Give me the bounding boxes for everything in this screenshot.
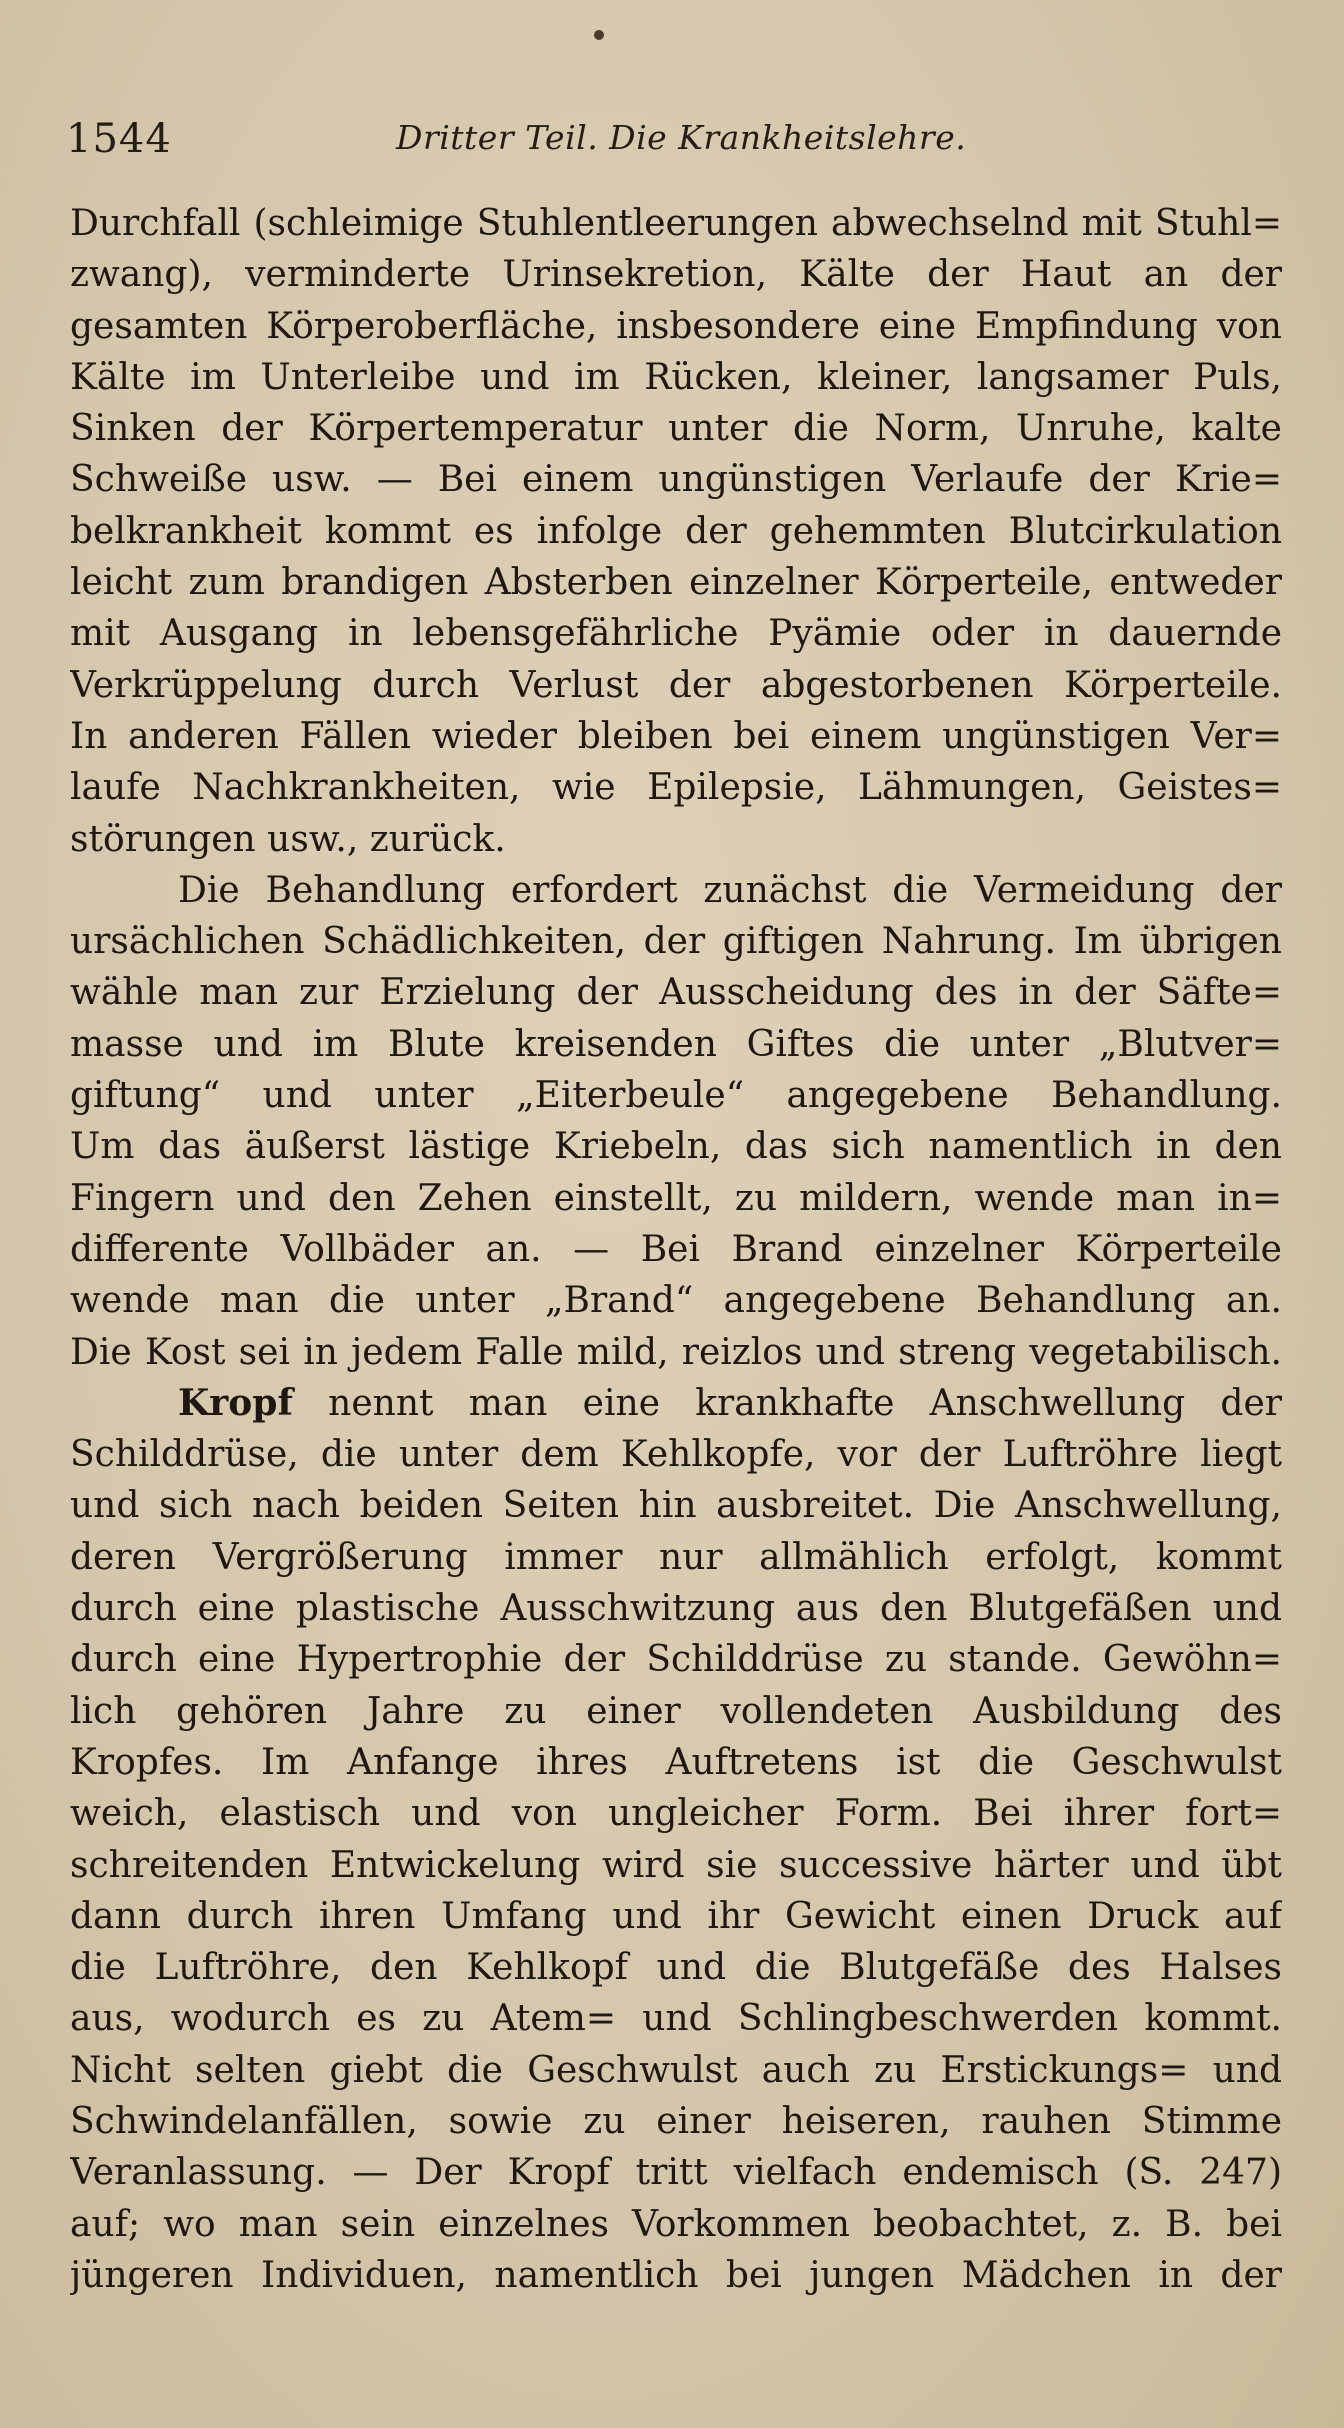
text-line: leicht zum brandigen Absterben einzelner Körperteile, entweder [70, 562, 1282, 604]
body-text [70, 198, 1282, 2301]
text-line: masse und im Blute kreisenden Giftes die unter „Blutver= [70, 1023, 1282, 1065]
text-line: gesamten Körperoberfläche, insbesondere eine Empfindung von [70, 305, 1282, 347]
text-line: wende man die unter „Brand“ angegebene Behandlung an. [70, 1280, 1282, 1322]
text-line: Schweiße usw. — Bei einem ungünstigen Verlaufe der Krie= [70, 459, 1282, 501]
text-line: die Luftröhre, den Kehlkopf und die Blutgefäße des Halses [70, 1947, 1282, 1989]
text-line: Schilddrüse, die unter dem Kehlkopfe, vor der Luftröhre liegt [70, 1434, 1282, 1476]
text-line: durch eine Hypertrophie der Schilddrüse zu stande. Gewöhn= [70, 1639, 1282, 1681]
text-line: Sinken der Körpertemperatur unter die Norm, Unruhe, kalte [70, 408, 1282, 450]
text-line: Kropfes. Im Anfange ihres Auftretens ist die Geschwulst [70, 1741, 1282, 1783]
text-line: wähle man zur Erzielung der Ausscheidung des in der Säfte= [70, 972, 1282, 1014]
text-line: jüngeren Individuen, namentlich bei jungen Mädchen in der [70, 2254, 1282, 2296]
text-line: Die Kost sei in jedem Falle mild, reizlos und streng vegetabilisch. [70, 1331, 1282, 1373]
text-line: In anderen Fällen wieder bleiben bei einem ungünstigen Ver= [70, 715, 1282, 757]
text-line: Fingern und den Zehen einstellt, zu mildern, wende man in= [70, 1177, 1282, 1219]
paragraph-start-line: Die Behandlung erfordert zunächst die Vermeidung der [178, 869, 1282, 911]
text-line: Durchfall (schleimige Stuhlentleerungen abwechselnd mit Stuhl= [70, 203, 1282, 244]
page-number: 1544 [66, 116, 172, 162]
text-line: schreitenden Entwickelung wird sie successive härter und übt [70, 1844, 1282, 1886]
text-line: mit Ausgang in lebensgefährliche Pyämie oder in dauernde [70, 613, 1282, 655]
ink-speck [594, 30, 604, 40]
text-line: dann durch ihren Umfang und ihr Gewicht einen Druck auf [70, 1895, 1282, 1937]
text-line: ursächlichen Schädlichkeiten, der giftigen Nahrung. Im übrigen [70, 921, 1282, 963]
text-line: Verkrüppelung durch Verlust der abgestorbenen Körperteile. [70, 664, 1282, 706]
running-head: Dritter Teil. Die Krankheitslehre. [396, 118, 967, 157]
text-line: giftung“ und unter „Eiterbeule“ angegebene Behandlung. [70, 1075, 1282, 1117]
paragraph-start-line: Kropf nennt man eine krankhafte Anschwellung der [178, 1381, 1282, 1424]
text-line: auf; wo man sein einzelnes Vorkommen beobachtet, z. B. bei [70, 2203, 1282, 2245]
text-line: Nicht selten giebt die Geschwulst auch zu Erstickungs= und [70, 2049, 1282, 2091]
text-line: Um das äußerst lästige Kriebeln, das sich namentlich in den [70, 1126, 1282, 1168]
text-line: belkrankheit kommt es infolge der gehemmten Blutcirkulation [70, 510, 1282, 552]
text-line: Veranlassung. — Der Kropf tritt vielfach endemisch (S. 247) [70, 2152, 1282, 2194]
text-line: Kälte im Unterleibe und im Rücken, kleiner, langsamer Puls, [70, 356, 1282, 398]
text-line: laufe Nachkrankheiten, wie Epilepsie, Lähmungen, Geistes= [70, 767, 1282, 809]
text-line: deren Vergrößerung immer nur allmählich erfolgt, kommt [70, 1536, 1282, 1578]
text-line: weich, elastisch und von ungleicher Form. Bei ihrer fort= [70, 1793, 1282, 1835]
text-line: Schwindelanfällen, sowie zu einer heiseren, rauhen Stimme [70, 2100, 1282, 2142]
text-line: lich gehören Jahre zu einer vollendeten Ausbildung des [70, 1690, 1282, 1732]
text-line: differente Vollbäder an. — Bei Brand einzelner Körperteile [70, 1228, 1282, 1270]
text-line: durch eine plastische Ausschwitzung aus den Blutgefäßen und [70, 1588, 1282, 1630]
text-line: störungen usw., zurück. [70, 818, 506, 860]
text-line: zwang), verminderte Urinsekretion, Kälte der Haut an der [70, 254, 1282, 296]
text-line: und sich nach beiden Seiten hin ausbreitet. Die Anschwellung, [70, 1485, 1282, 1527]
page-header [66, 110, 1286, 168]
keyword-term: Kropf [178, 1381, 293, 1424]
text-line: aus, wodurch es zu Atem= und Schlingbeschwerden kommt. [70, 1998, 1282, 2040]
